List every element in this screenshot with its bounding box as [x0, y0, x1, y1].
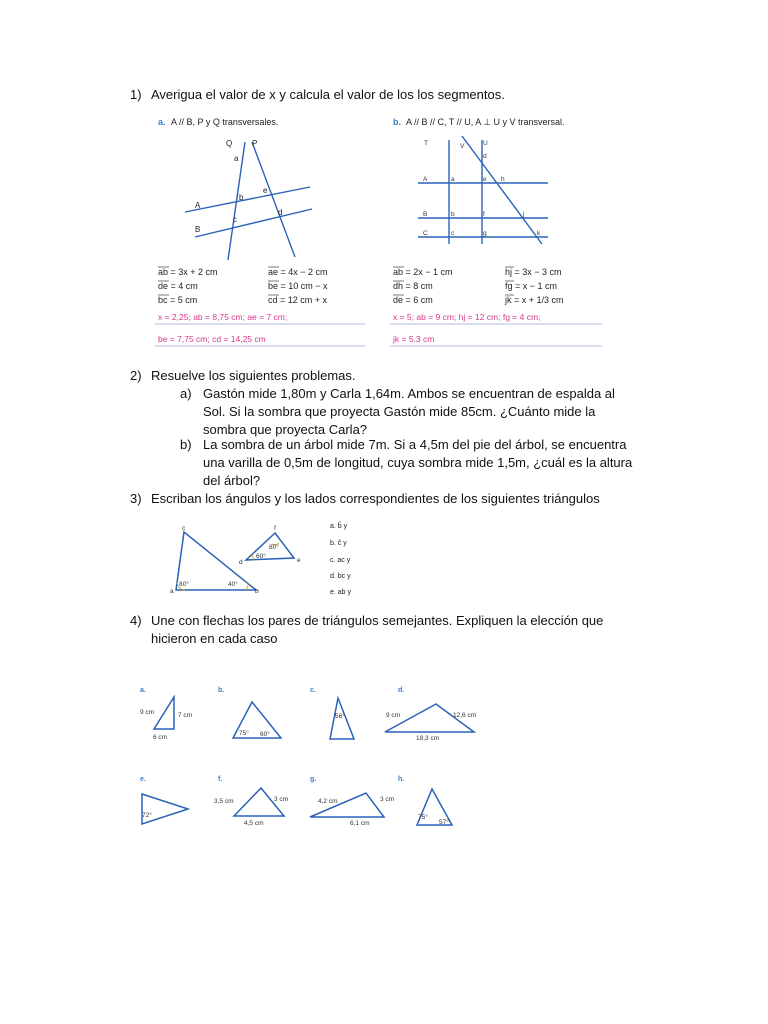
svg-text:40°: 40°	[228, 581, 238, 588]
triangle-label: 7 cm	[178, 712, 193, 719]
svg-text:A: A	[423, 176, 428, 183]
question-text: Averigua el valor de x y calcula el valor de los los segmentos.	[151, 87, 505, 102]
svg-text:b: b	[239, 193, 244, 202]
question-text: Escriban los ángulos y los lados correspondientes de los siguientes triángulos	[151, 491, 600, 506]
question-4	[130, 612, 650, 648]
question-2	[130, 367, 650, 385]
triangle-label: 6,1 cm	[350, 820, 370, 827]
svg-text:jk = x + 1/3 cm: jk = x + 1/3 cm	[505, 295, 564, 305]
svg-text:c.: c.	[310, 687, 316, 694]
svg-text:f: f	[274, 525, 276, 532]
triangle-label: 4,2 cm	[318, 798, 338, 805]
triangle-label: 3 cm	[274, 796, 289, 803]
svg-text:de = 4 cm: de = 4 cm	[158, 281, 198, 291]
figure-parallel-lines	[150, 112, 610, 352]
question-number: 4)	[130, 613, 142, 628]
svg-text:fg = x − 1 cm: fg = x − 1 cm	[505, 281, 558, 291]
triangle-label: 4,5 cm	[244, 820, 264, 827]
svg-text:80°: 80°	[269, 544, 279, 551]
question-number: 1)	[130, 87, 142, 102]
triangle-label: 56°	[335, 713, 345, 720]
svg-text:U: U	[483, 140, 488, 147]
svg-text:b: b	[451, 211, 455, 218]
figure-similar-triangles	[136, 683, 496, 833]
part-b-answer-2: jk = 5.3 cm	[393, 334, 435, 344]
part-a-title: A // B, P y Q transversales.	[171, 117, 279, 127]
svg-text:e: e	[263, 186, 268, 195]
svg-text:a.: a.	[140, 687, 146, 694]
list-item: d. bc y	[330, 573, 351, 580]
svg-text:b: b	[255, 588, 259, 595]
part-a-answer-1: x = 2,25; ab = 8,75 cm; ae = 7 cm;	[158, 312, 288, 322]
svg-text:a: a	[451, 176, 455, 183]
svg-text:be = 10 cm − x: be = 10 cm − x	[268, 281, 328, 291]
svg-text:c: c	[451, 230, 455, 237]
triangle-label: 3 cm	[380, 796, 395, 803]
svg-text:B: B	[195, 225, 201, 234]
part-a-equations-right	[268, 267, 328, 305]
question-number: 3)	[130, 491, 142, 506]
triangle-letters	[140, 687, 404, 783]
part-b-answer-1: x = 5; ab = 9 cm; hj = 12 cm; fg = 4 cm;	[393, 312, 541, 322]
svg-text:f.: f.	[218, 776, 223, 783]
svg-text:Q: Q	[226, 139, 233, 148]
question-1	[130, 86, 650, 104]
part-b-title: A // B // C, T // U, A ⊥ U y V transversal.	[406, 117, 565, 127]
svg-text:e: e	[297, 557, 301, 564]
triangle-label: 12,6 cm	[453, 712, 477, 719]
svg-text:c: c	[182, 525, 186, 532]
list-item: e. ab y	[330, 589, 352, 596]
triangle-label: 9 cm	[386, 712, 401, 719]
svg-text:j: j	[523, 211, 525, 218]
svg-text:g: g	[483, 230, 487, 237]
svg-text:e: e	[483, 176, 487, 183]
list-item: a. b̂ y	[330, 523, 348, 530]
svg-text:g.: g.	[310, 776, 317, 783]
svg-text:d: d	[278, 208, 283, 217]
svg-text:80°: 80°	[179, 581, 189, 588]
triangle-g	[310, 793, 384, 817]
svg-text:A: A	[195, 201, 201, 210]
triangle-label: 6 cm	[153, 734, 168, 741]
question-text: Resuelve los siguientes problemas.	[151, 368, 356, 383]
svg-text:h: h	[501, 176, 505, 183]
svg-text:ab = 3x + 2 cm: ab = 3x + 2 cm	[158, 267, 218, 277]
question-3	[130, 490, 650, 508]
correspondence-list	[328, 518, 388, 600]
svg-text:cd = 12 cm + x: cd = 12 cm + x	[268, 295, 328, 305]
svg-text:e.: e.	[140, 776, 146, 783]
part-b-equations-right	[504, 267, 564, 305]
svg-text:bc = 5 cm: bc = 5 cm	[158, 295, 198, 305]
question-text: Une con flechas los pares de triángulos semejantes. Expliquen la elección que hicieron en cada caso	[151, 613, 604, 646]
triangle-label: 9 cm	[140, 709, 155, 716]
svg-text:d.: d.	[398, 687, 405, 694]
svg-text:a: a	[234, 154, 239, 163]
svg-text:T: T	[424, 140, 428, 147]
problem-label: a)	[180, 386, 192, 401]
svg-text:d: d	[483, 153, 487, 160]
svg-text:ab = 2x − 1 cm: ab = 2x − 1 cm	[393, 267, 453, 277]
svg-text:V: V	[460, 143, 465, 150]
part-a-equations-left	[158, 267, 218, 305]
svg-text:dh = 8 cm: dh = 8 cm	[393, 281, 433, 291]
problem-b	[180, 436, 650, 490]
triangle-label: 18,3 cm	[416, 735, 440, 742]
svg-text:B: B	[423, 211, 428, 218]
svg-text:b.: b.	[218, 687, 225, 694]
part-a-letter: a.	[158, 117, 166, 127]
svg-text:C: C	[423, 230, 428, 237]
triangle-label: 57°	[439, 819, 449, 826]
triangle-label: 75°	[239, 730, 249, 737]
list-item: c. ac y	[330, 557, 351, 564]
problem-a	[180, 385, 650, 439]
triangle-label: 72°	[142, 812, 152, 819]
problem-text: La sombra de un árbol mide 7m. Si a 4,5m del pie del árbol, se encuentra una varilla de 0,5m de longitud, cuya sombra mide 1,5m, ¿cuál es la altura del árbol?	[203, 437, 633, 488]
svg-text:h.: h.	[398, 776, 405, 783]
part-b-letter: b.	[393, 117, 401, 127]
svg-text:P: P	[252, 139, 258, 148]
problem-text: Gastón mide 1,80m y Carla 1,64m. Ambos se encuentran de espalda al Sol. Si la sombra que proyecta Gastón mide 85cm. ¿Cuánto mide la sombra que proyecta Carla?	[203, 386, 615, 437]
triangle-e	[142, 794, 188, 824]
triangle-a	[154, 697, 174, 729]
triangle-label: 3,5 cm	[214, 798, 234, 805]
svg-text:ae = 4x − 2 cm: ae = 4x − 2 cm	[268, 267, 328, 277]
triangle-label: 60°	[260, 731, 270, 738]
svg-text:d: d	[239, 559, 243, 566]
svg-text:hj = 3x − 3 cm: hj = 3x − 3 cm	[505, 267, 562, 277]
problem-label: b)	[180, 437, 192, 452]
svg-text:f: f	[483, 211, 485, 218]
question-number: 2)	[130, 368, 142, 383]
svg-text:a: a	[170, 588, 174, 595]
list-item: b. ĉ y	[330, 540, 347, 547]
svg-text:c: c	[233, 215, 237, 224]
triangle-label: 75°	[418, 814, 428, 821]
svg-text:de = 6 cm: de = 6 cm	[393, 295, 433, 305]
part-a-lines	[185, 142, 312, 260]
part-b-equations-left	[393, 267, 453, 305]
svg-text:60°: 60°	[256, 553, 266, 560]
part-a-answer-2: be = 7,75 cm; cd = 14,25 cm	[158, 334, 266, 344]
svg-text:k: k	[537, 230, 541, 237]
